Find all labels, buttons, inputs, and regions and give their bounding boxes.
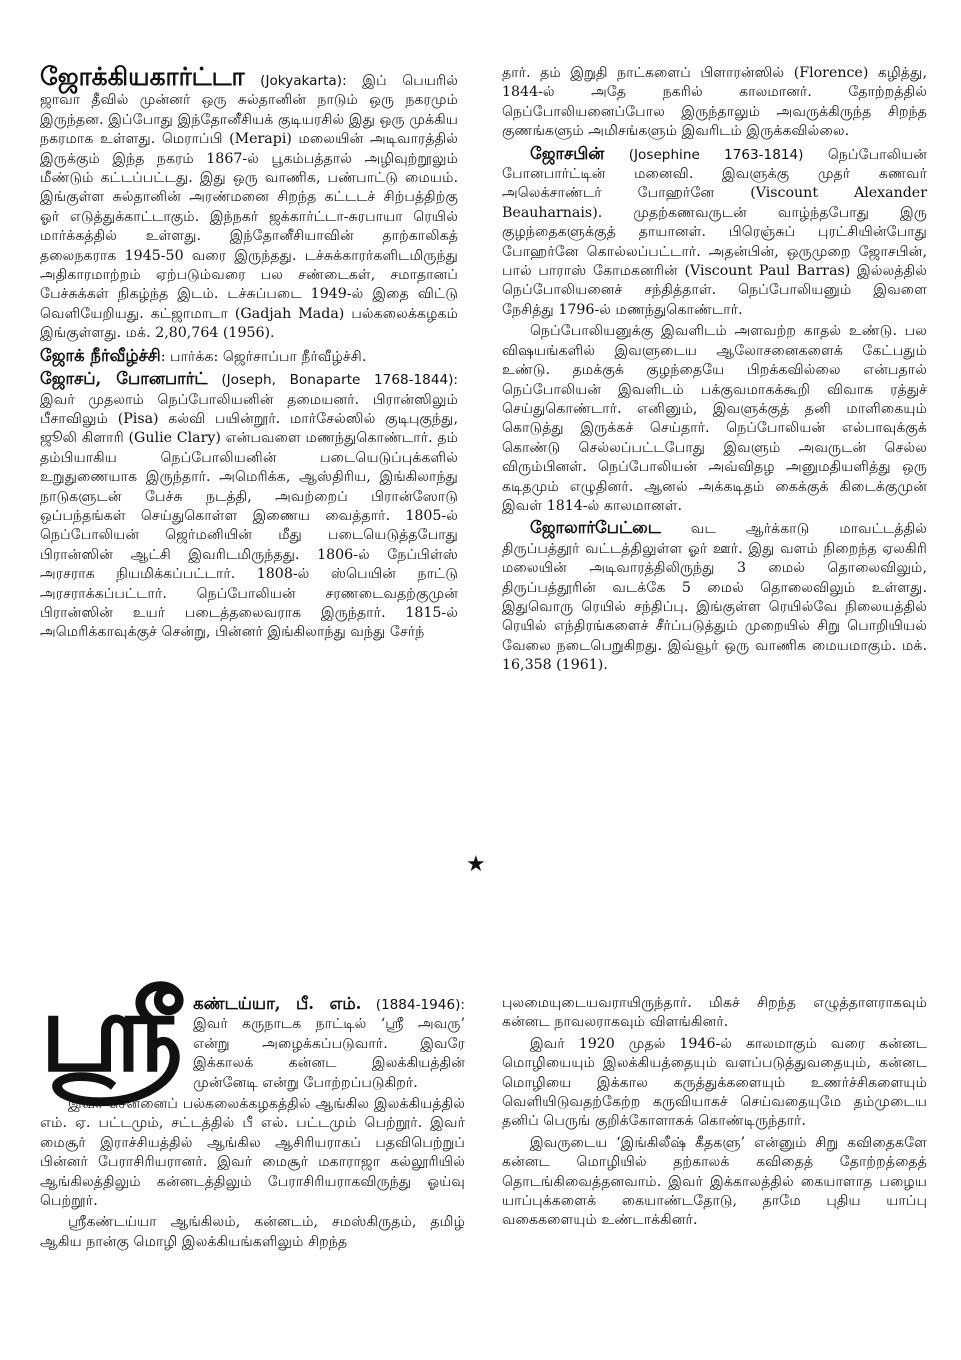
headword-english: (1884-1946): <box>375 997 465 1013</box>
headword-english: (Jokyakarta): <box>260 73 347 89</box>
headword-english: (Joseph, Bonaparte 1768-1844): <box>221 372 458 389</box>
drop-letter: ஸ்ரீ <box>40 967 184 1096</box>
entry-body: இப் பெயரில் ஜாவா தீவில் முன்னர் ஒரு சுல்தானின் நாடும் ஒரு நகரமும் இருந்தன. இப்போது இந்தோனீசியக் குடியரசில் இது ஒரு முக்கிய நகரமாக உள்ளது. மெராப்பி (Merapi) மலையின் அடிவாரத்தில் இருக்கும் இந்த நகரம் 1867-ல் பூகம்பத்தால் அழிவுற்றூலும் மீண்டும் கட்டப்பட்டது. இது ஒரு வாணிக, பண்பாட்டு மையம். இங்குள்ள சுல்தானின் அரண்மனை சிறந்த கட்டடச் சிற்பத்திற்கு ஓர் எடுத்துக்காட்டாகும். இந்நகர் ஜக்கார்ட்டா-சுரபாயா ரெயில் மார்க்கத்தில் உள்ளது. இந்தோனீசியாவின் தாற்காலிகத் தலைநகராக 1945-50 வரை இருந்தது. டச்சுக்காரர்களிடமிருந்து அதிகாரமாற்றம் ஏற்படும்வரை பல சண்டைகள், சமாதானப் பேச்சுக்கள் நிகழ்ந்த இடம். டச்சுப்படை 1949-ல் இதை விட்டு வெளியேறியது. கட்ஜாமாடா (Gadjah Mada) பல்கலைக்கழகம் இங்குள்ளது. மக். 2,80,764 (1956). <box>40 73 458 342</box>
entry-body: இவர் கருநாடக நாட்டில் ‘ஸ்ரீ அவரு’ என்று அழைக்கப்படுவார். இவரே இக்காலக் கன்னட இலக்கியத்தின் முன்னேடி என்று போற்றப்படுகிறர். <box>193 1016 465 1091</box>
headword: கண்டய்யா, பீ. எம். <box>193 994 362 1013</box>
entry-josephine-p2: நெப்போலியனுக்கு இவளிடம் அளவற்ற காதல் உண்டு. பல விஷயங்களில் இவளுடைய ஆலோசனைகளைக் கேட்பதும் உண்டு. தமக்குக் குழந்தையே பிறக்கவில்லை என்பதால் நெப்போலியன் இவளிடம் பக்குவமாகக்கூறி விவாக ரத்துச் செய்துகொண்டார். எனினும், இவளுக்குத் தனி மாளிகையும் கொடுத்து இருக்கச் செய்தார். நெப்போலியன் எல்பாவுக்குக் கொண்டு செல்லப்பட்டபோது இவளும் அவருடன் செல்ல விரும்பினள். நெப்போலியன் அவ்விதழ அனுமதியளித்து ஒரு கடிதமும் எழுதினர். ஆனல் அக்கடிதம் கைக்குக் கிடைக்குமுன் இவள் 1814-ல் காலமானள். <box>502 323 927 514</box>
headword: ஜோக் நீர்வீழ்ச்சி <box>40 345 161 365</box>
entry-body: வட ஆர்க்காடு மாவட்டத்தில் திருப்பத்தூர் வட்டத்திலுள்ள ஓர் ஊர். இது வளம் நிறைந்த ஏலகிரி மலையின் அடிவாரத்திலிருந்து 3 மைல் தொலைவிலும், திருப்பத்தூரின் வடக்கே 5 மைல் தொலைவிலும் உள்ளது. இதுவொரு ரெயில் சந்திப்பு. இங்குள்ள ரெயில்வே நிலையத்தில் ரெயில் எந்திரங்களைச் சீர்ப்படுத்தும் முறையில் சிறு பொறியியல் வேலை நடைபெறுகிறது. இவ்வூர் ஒரு வாணிக மையமாகும். மக். 16,358 (1961). <box>502 521 927 674</box>
column-right-bottom <box>502 994 927 1233</box>
entry-jog-falls <box>40 346 458 367</box>
entry-jokyakarta <box>40 64 458 344</box>
entry-body: : பார்க்க: ஜெர்சாப்பா நீர்வீழ்ச்சி. <box>160 348 367 365</box>
headword: ஜோசபின் <box>530 143 605 163</box>
paragraph: ஸ்ரீகண்டய்யா ஆங்கிலம், கன்னடம், சமஸ்கிருதம், தமிழ் ஆகிய நான்கு மொழி இலக்கியங்களிலும் சிறந்த <box>40 1214 465 1250</box>
entry-josephine <box>502 144 927 321</box>
headword-english: (Josephine 1763-1814) <box>628 146 804 163</box>
column-right-top <box>502 64 927 678</box>
paragraph: இவருடைய ‘இங்கிலீஷ் கீதகளு’ என்னும் சிறு கவிதைகளே கன்னட மொழியில் தற்காலக் கவிதைத் தோற்றத்தைத் தொடங்கிவைத்தனவாம். இவர் இக்காலத்தில் கையாளாத பழைய யாப்புக்களைக் கையாண்டதோடு, தாமே புதிய யாப்பு வகைகளையும் உண்டாக்கினர். <box>502 1134 927 1229</box>
entry-body: இவர் முதலாம் நெப்போலியனின் தமையனர். பிரான்ஸிலும் பீசாவிலும் (Pisa) கல்வி பயின்றூர். மார்சேல்ஸில் குடிபுகுந்து, ஜூலி கிளாரி (Gulie Clary) என்பவளை மணந்துகொண்டார். தம் தம்பியாகிய நெப்போலியனின் படையெடுப்புக்களில் உறுதுணையாக இருந்தார். அமெரிக்க, ஆஸ்திரிய, இங்கிலாந்து நாடுகளுடன் பேச்சு நடத்தி, அவற்றைப் பிரான்ஸோடு ஒப்பந்தங்கள் செய்துகொள்ள இணைய வைத்தார். 1805-ல் நெப்போலியன் ஜெர்மனியின் மீது படையெடுத்தபோது பிரான்ஸின் ஆட்சி இவரிடமிருந்தது. 1806-ல் நேப்பிள்ஸ் அரசராக நியமிக்கப்பட்டார். 1808-ல் ஸ்பெயின் நாட்டு அரசராக்கப்பட்டார். நெப்போலியன் சரணடைவதற்குமுன் பிரான்ஸின் உயர் படைத்தலைவராக இருந்தார். 1815-ல் அமெரிக்காவுக்குச் சென்று, பின்னர் இங்கிலாந்து வந்து சேர்ந் <box>40 391 458 641</box>
headword: ஜோக்கியகார்ட்டா <box>40 62 245 91</box>
column-left-bottom <box>40 967 465 1254</box>
paragraph: இவர் சென்னைப் பல்கலைக்கழகத்தில் ஆங்கில இலக்கியத்தில் எம். ஏ. பட்டமும், சட்டத்தில் பீ எல். பட்டமும் பெற்றூர். இவர் மைசூர் இராச்சியத்தில் ஆங்கில ஆசிரியராகப் பதவிபெற்றுப் பின்னர் பேராசிரியரானர். இவர் மைசூர் மகாராஜா கல்லூரியில் ஆங்கிலத்திலும் கன்னடத்திலும் பேராசிரியராகவிருந்து ஓய்வு பெற்றூர். <box>40 1096 465 1210</box>
entry-joseph-bonaparte <box>40 369 458 643</box>
paragraph: இவர் 1920 முதல் 1946-ல் காலமாகும் வரை கன்னட மொழியையும் இலக்கியத்தையும் வளப்படுத்துவதையும், கன்னட மொழியை இக்கால கருத்துக்களையும் உணர்ச்சிகளையும் வெளியிடுவதற்கேற்ற கருவியாகச் செய்வதையுமே தம்முடைய தனிப் பெருங் குறிக்கோளாகக் கொண்டிருந்தார். <box>502 1035 927 1130</box>
paragraph: புலமையுடையவராயிருந்தார். மிகச் சிறந்த எழுத்தாளராகவும் கன்னட நாவலராகவும் விளங்கினர். <box>502 995 927 1031</box>
section-separator-star: ★ <box>466 852 486 877</box>
column-left-top <box>40 64 458 645</box>
headword: ஜோசப், போனபார்ட் <box>40 369 208 389</box>
entry-jolarpettai <box>502 518 927 675</box>
headword: ஜோலார்பேட்டை <box>530 518 661 538</box>
entry-body: நெப்போலியன் போனபார்ட்டின் மனைவி. இவளுக்கு முதர் கணவர் அலெக்சாண்டர் போஹர்னே (Viscount Alexander Beauharnais). முதற்கணவருடன் வாழ்ந்தபோது இரு குழந்தைகளுக்குத் தாயானள். பிரெஞ்சுப் புரட்சியின்போது போஹர்னே கொல்லப்பட்டார். அதன்பின், ஒருமுறை ஜோசபின், பால் பாராஸ் கோமகனரின் (Viscount Paul Barras) இல்லத்தில் நெப்போலியனைச் சந்தித்தாள். நெப்போலியனும் இவளை நேசித்து 1796-ல் மணந்துகொண்டார். <box>502 146 928 318</box>
entry-continuation: தார். தம் இறுதி நாட்களைப் பிளாரன்ஸில் (Florence) கழித்து, 1844-ல் அதே நகரில் காலமானர். தோற்றத்தில் நெப்போலியனைப்போல இருந்தாலும் அவருக்கிருந்த சிறந்த குணங்களும் அமிசங்களும் இவரிடம் இருக்கவில்லை. <box>502 65 927 140</box>
